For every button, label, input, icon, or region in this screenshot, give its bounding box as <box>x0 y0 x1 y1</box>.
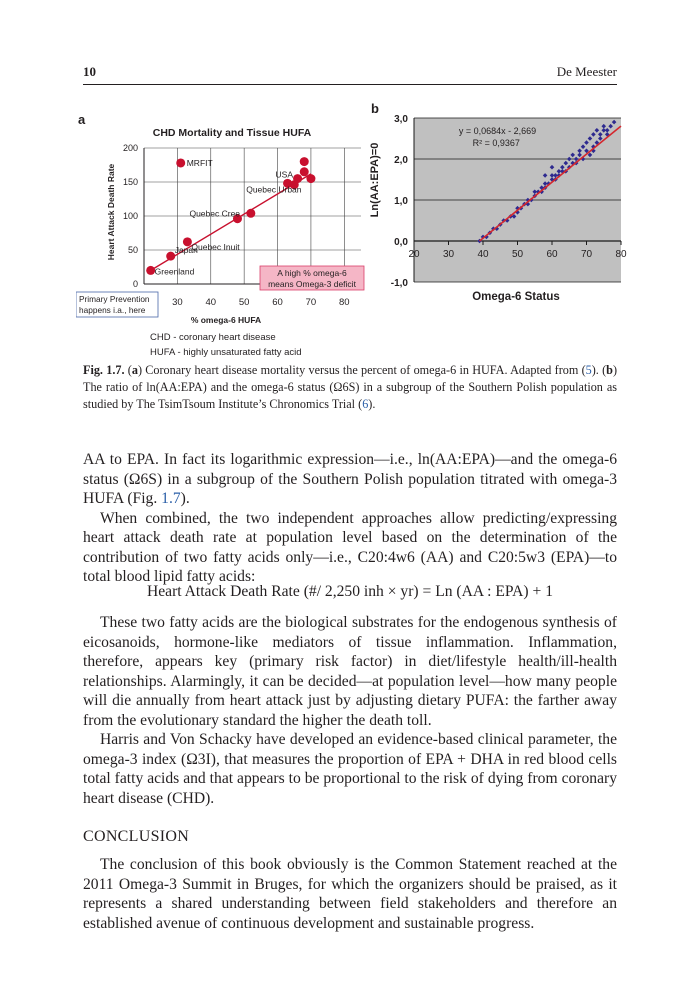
figure-b-y-tick-label: 1,0 <box>394 196 408 207</box>
caption-text-1: ( <box>127 363 132 377</box>
figure-b-y-tick-label: -1,0 <box>390 278 408 289</box>
paragraph: The conclusion of this book obviously is the Common Statement reached at the 2011 Omega-3 Summit in Bruges, for which the organizers should be praised, as it represents a shared understanding between field stakeholders and therefore an established avenue of continuous development and sustainable progress. <box>83 856 617 932</box>
caption-panel-b: b <box>606 363 613 377</box>
figure-a-data-point <box>300 157 309 166</box>
figure-a-note-chd: CHD - coronary heart disease <box>150 332 276 343</box>
figure-b-x-tick-label: 20 <box>408 249 420 260</box>
figure-a-y-tick-label: 150 <box>122 177 138 187</box>
figure-a-y-tick-label: 200 <box>122 143 138 153</box>
paragraph-text: ). <box>180 490 190 507</box>
paragraph: These two fatty acids are the biological substrates for the endogenous synthesis of eicosanoids, hormone-like mediators of tissue inflammation. Inflammation, therefore, appears key (primary risk factor) in diet/lifestyle health/ill-health relationships. Alarmingly, it can be decided—at population level—how many people will die annually from heart attack just by adjusting dietary PUFA: the farther away from the evolutionary standard the higher the death toll. <box>83 614 617 729</box>
figure-reference-link[interactable]: 1.7 <box>161 490 181 507</box>
figure-a-x-axis-label: % omega-6 HUFA <box>190 315 262 325</box>
figure-b-x-tick-label: 70 <box>580 249 593 260</box>
figure-b-y-tick-label: 0,0 <box>394 237 408 248</box>
figure-b-x-tick-label: 30 <box>442 249 455 260</box>
paragraph-text: AA to EPA. In fact its logarithmic expression—i.e., ln(AA:EPA)—and the omega-6 status (Ω6S) in a subgroup of the Southern Polish population titrated with omega-3 HUFA (Fig. <box>83 451 617 507</box>
figure-a-note-hufa: HUFA - highly unsaturated fatty acid <box>150 347 302 358</box>
section-heading: CONCLUSION <box>83 828 190 845</box>
figure-b-x-tick-label: 50 <box>511 249 524 260</box>
figure-b-x-tick-label: 80 <box>615 249 627 260</box>
caption-panel-a: a <box>131 363 138 377</box>
caption-text-3: ). ( <box>591 363 607 377</box>
figure-a-data-point <box>176 158 185 167</box>
figure-a-panel-label: a <box>78 112 86 127</box>
figure-a-x-tick-label: 40 <box>205 297 217 308</box>
figure-b-x-axis-label: Omega-6 Status <box>472 291 560 303</box>
paragraph-continuation <box>83 450 617 509</box>
figure-a-data-point <box>246 209 255 218</box>
figure-a-point-label: Quebec Urban <box>246 184 302 195</box>
figure-a-point-label: MRFIT <box>186 157 213 168</box>
caption-text-2: ) Coronary heart disease mortality versus the percent of omega-6 in HUFA. Adapted from ( <box>137 363 586 377</box>
figure-a-point-label: Quebec Cree <box>189 208 241 219</box>
paragraph: Harris and Von Schacky have developed an evidence-based clinical parameter, the omega-3 index (Ω3I), that measures the proportion of EPA + DHA in red blood cells total fatty acids and that appears to be proportional to the risk of dying from coronary heart disease (CHD). <box>83 731 617 807</box>
paragraph: When combined, the two independent approaches allow predicting/expressing heart attack death rate at population level based on the determination of the contribution of two fatty acids only—i.e., C20:4w6 (AA) and C20:5w3 (EPA)—to total blood lipid fatty acids: <box>83 509 617 585</box>
caption-reference-link[interactable]: 5 <box>585 363 592 377</box>
figure-a-callout-line1: A high % omega-6 <box>277 268 347 278</box>
equation: Heart Attack Death Rate (#/ 2,250 inh × yr) = Ln (AA : EPA) + 1 <box>146 583 554 600</box>
figure-a-x-tick-label: 50 <box>238 297 250 308</box>
page-number: 10 <box>83 64 96 79</box>
figure-b-panel-label: b <box>371 101 379 116</box>
figure-b-y-tick-label: 3,0 <box>394 114 408 125</box>
figure-a-callout-line2: means Omega-3 deficit <box>268 279 356 289</box>
figure-a-point-label: USA <box>275 169 294 180</box>
figure-b-equation: y = 0,0684x - 2,669 <box>458 126 537 136</box>
figure-a-point-label: Greenland <box>154 266 195 277</box>
figure-a-data-point <box>306 174 315 183</box>
caption-figure-label: Fig. 1.7. <box>83 363 125 377</box>
figure-a-data-point <box>293 174 302 183</box>
figure-b-chart <box>366 100 636 310</box>
figure-a-y-axis-label: Heart Attack Death Rate <box>106 163 116 261</box>
figure-a-prevention-line1: Primary Prevention <box>79 294 150 304</box>
figure-b-y-axis-label: Ln(AA:EPA)=0 <box>369 142 381 218</box>
figure-a-y-tick-label: 50 <box>127 245 138 255</box>
caption-text-5: ). <box>368 397 376 411</box>
figure-a-x-tick-label: 60 <box>272 297 283 308</box>
figure-a-point-label: Japan <box>174 245 198 256</box>
figure-b-r-squared: R² = 0,9367 <box>472 138 520 148</box>
figure-b-x-tick-label: 40 <box>477 249 489 260</box>
caption-reference-link[interactable]: 6 <box>362 397 369 411</box>
figure-caption <box>83 362 617 413</box>
figure-a-y-tick-label: 100 <box>122 211 138 221</box>
running-header <box>83 62 617 85</box>
figure-a-x-tick-label: 80 <box>339 297 350 308</box>
body-text-block-1 <box>83 450 617 587</box>
running-author: De Meester <box>556 64 617 79</box>
figure-a-x-tick-label: 70 <box>305 297 317 308</box>
body-text-block-3 <box>83 855 617 933</box>
figure-a-title: CHD Mortality and Tissue HUFA <box>152 127 312 139</box>
caption-text-4: ) The ratio of ln(AA:EPA) and the omega-6 status (Ω6S) in a subgroup of the Southern Polish population as studied by The TsimTsoum Institute’s Chronomics Trial ( <box>83 363 618 411</box>
figure-a-x-tick-label: 30 <box>172 297 183 308</box>
figure-a-data-point <box>300 167 309 176</box>
figure-b-y-tick-label: 2,0 <box>394 155 408 166</box>
figure-b-plot-area <box>391 114 627 289</box>
body-text-block-2 <box>83 613 617 808</box>
figure-b-x-tick-label: 60 <box>546 249 558 260</box>
figure-a-chart <box>76 108 366 360</box>
figure-a-prevention-line2: happens i.a., here <box>79 305 146 315</box>
figure-a-y-tick-label: 0 <box>132 279 138 289</box>
figure-a-point-label: Quebec Inuit <box>191 241 240 252</box>
